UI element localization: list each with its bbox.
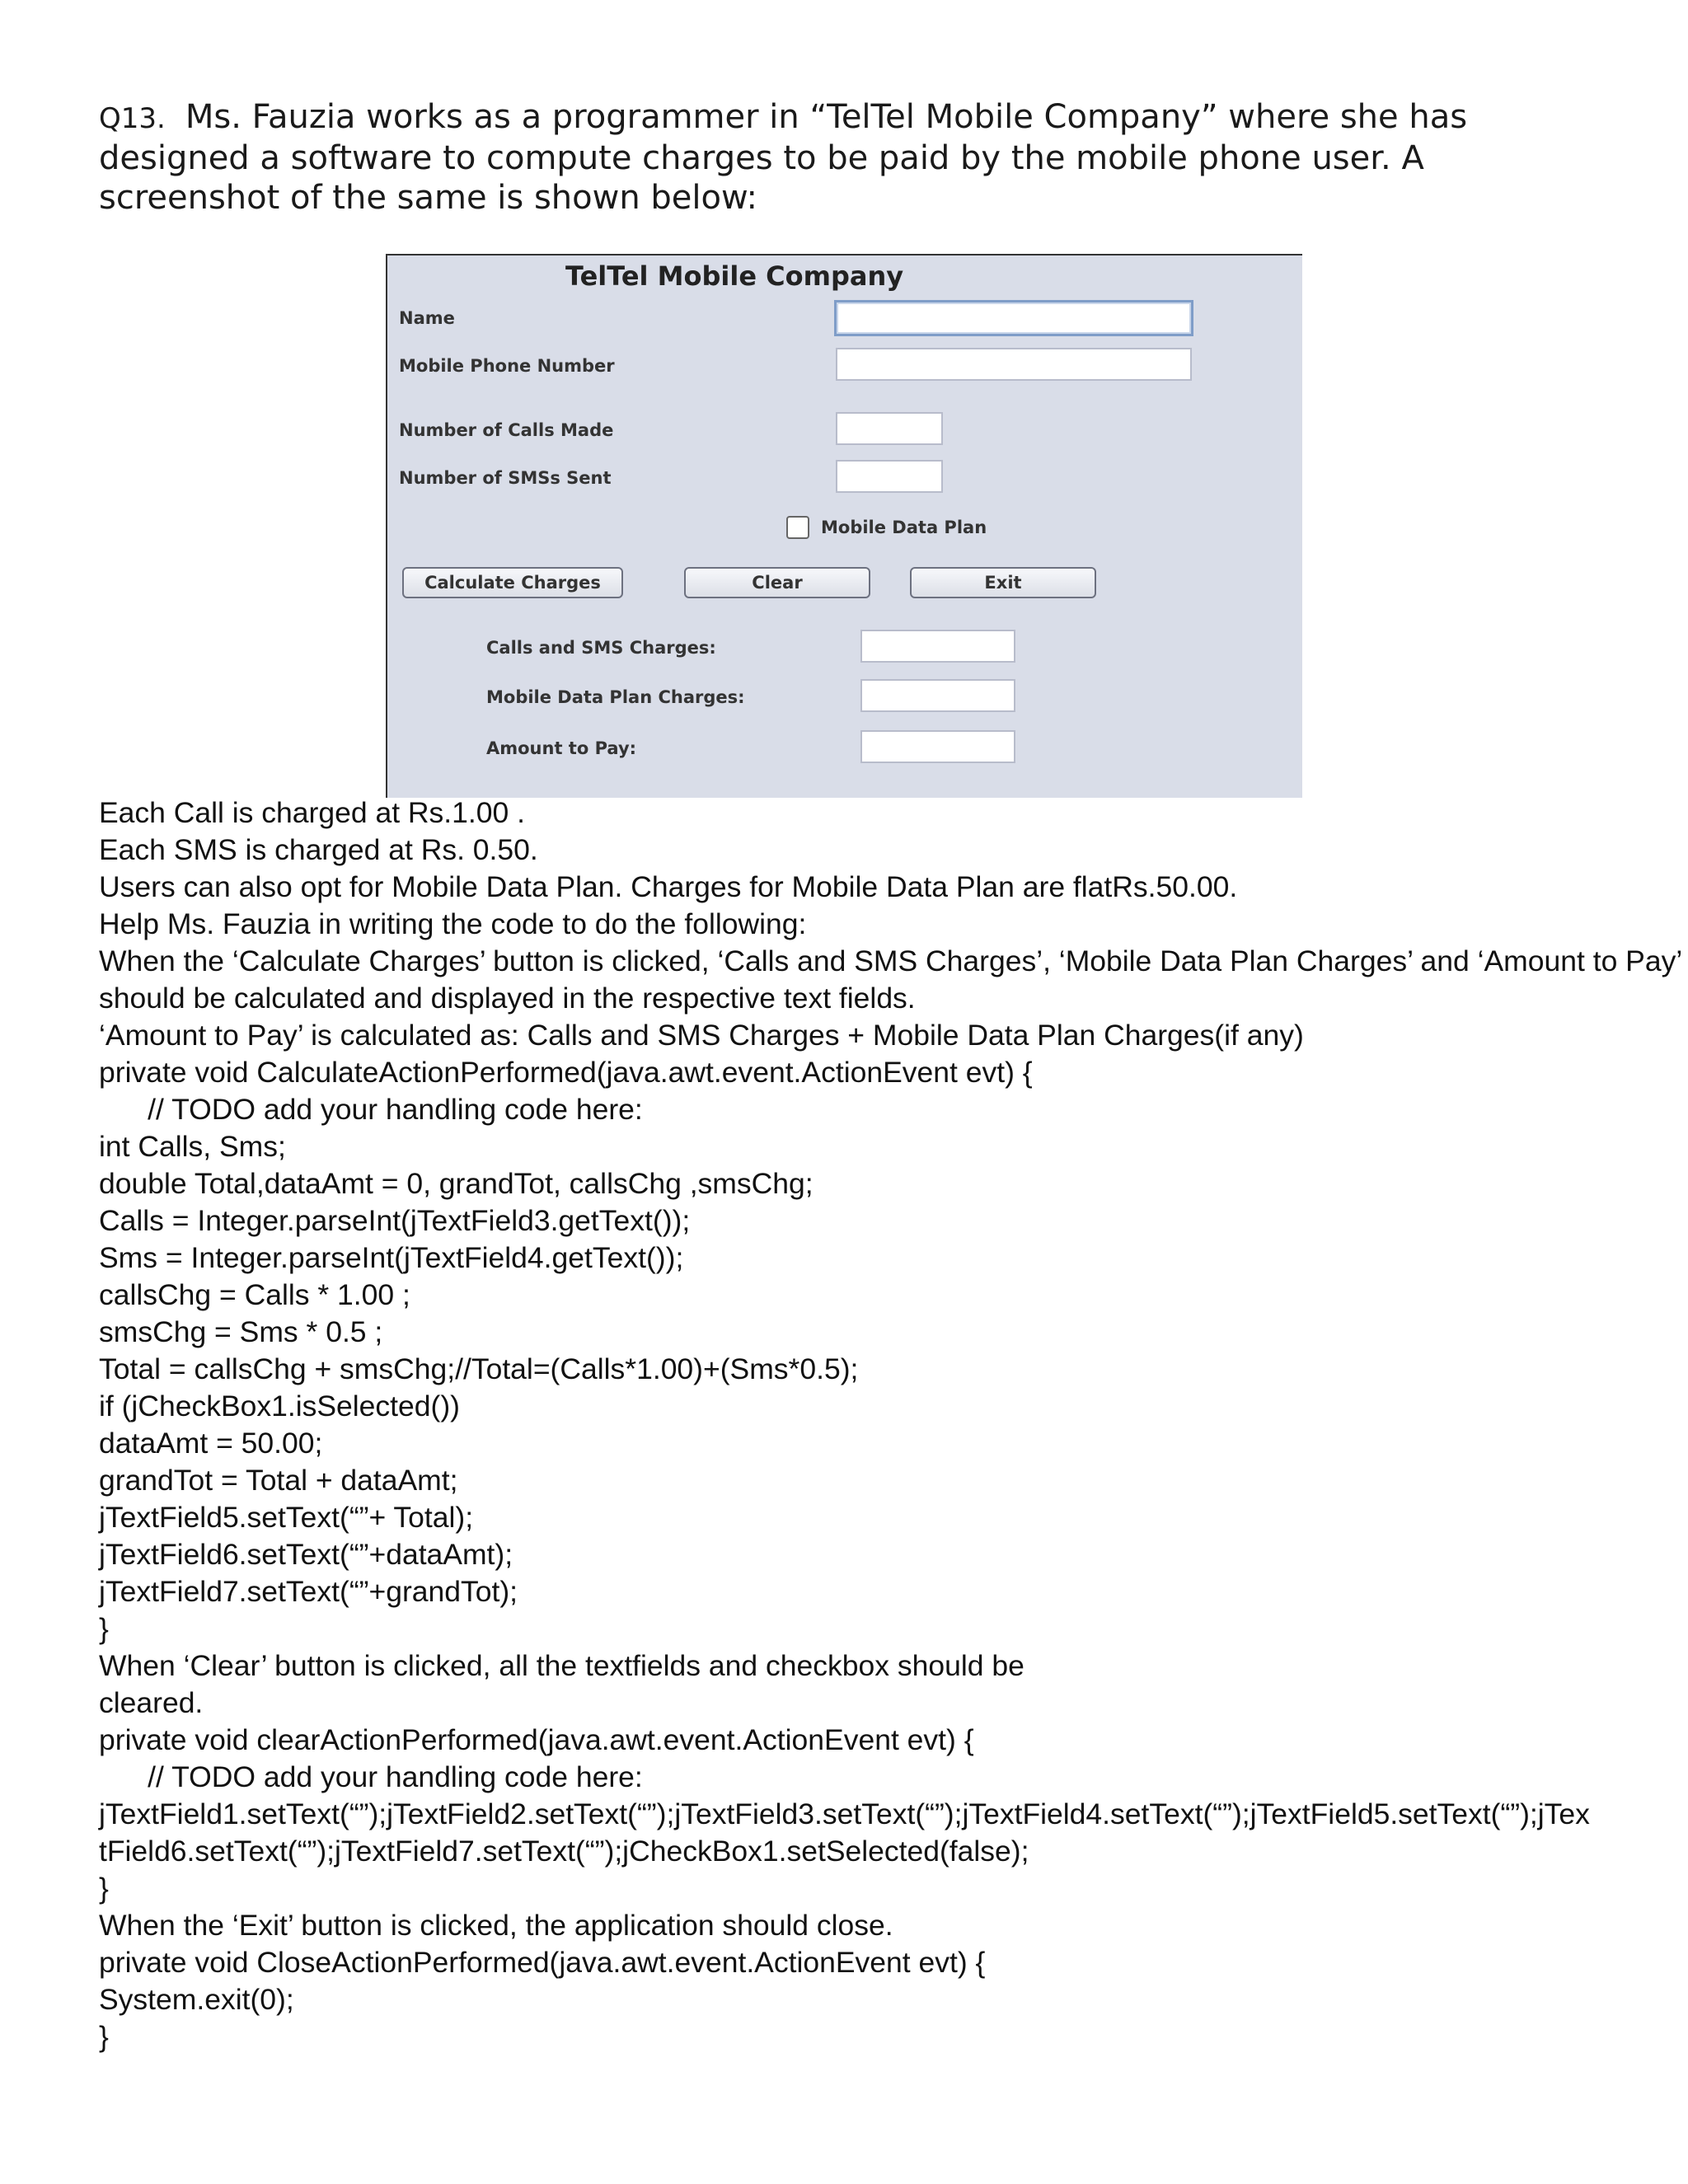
- text-line: Sms = Integer.parseInt(jTextField4.getText());: [99, 1241, 684, 1274]
- amount-label: Amount to Pay:: [486, 738, 637, 758]
- text-line: // TODO add your handling code here:: [99, 1760, 643, 1793]
- text-line: }: [99, 1612, 109, 1645]
- text-line: When the ‘Exit’ button is clicked, the application should close.: [99, 1909, 893, 1942]
- text-line: if (jCheckBox1.isSelected()): [99, 1390, 460, 1422]
- text-line: }: [99, 1872, 109, 1905]
- text-line: }: [99, 2020, 109, 2053]
- text-line: jTextField5.setText(“”+ Total);: [99, 1501, 474, 1534]
- data-plan-checkbox[interactable]: [786, 516, 809, 539]
- sms-field[interactable]: [836, 460, 943, 493]
- text-line: Each SMS is charged at Rs. 0.50.: [99, 833, 538, 866]
- data-plan-charges-label: Mobile Data Plan Charges:: [486, 687, 745, 707]
- calls-sms-charges-field[interactable]: [860, 630, 1015, 663]
- text-line: private void CalculateActionPerformed(java.awt.event.ActionEvent evt) {: [99, 1056, 1033, 1089]
- calculate-button[interactable]: Calculate Charges: [402, 567, 623, 598]
- text-line: jTextField7.setText(“”+grandTot);: [99, 1575, 518, 1608]
- text-line: jTextField6.setText(“”+dataAmt);: [99, 1538, 513, 1571]
- text-line: Help Ms. Fauzia in writing the code to do the following:: [99, 907, 807, 940]
- body-text: [99, 794, 1683, 2055]
- text-line: tField6.setText(“”);jTextField7.setText(“”);jCheckBox1.setSelected(false);: [99, 1835, 1029, 1868]
- text-line: private void clearActionPerformed(java.awt.event.ActionEvent evt) {: [99, 1723, 974, 1756]
- text-line: dataAmt = 50.00;: [99, 1427, 323, 1460]
- sms-label: Number of SMSs Sent: [399, 468, 612, 488]
- text-line: callsChg = Calls * 1.00 ;: [99, 1278, 410, 1311]
- text-line: ‘Amount to Pay’ is calculated as: Calls and SMS Charges + Mobile Data Plan Charges(if any): [99, 1019, 1304, 1052]
- text-line: Total = callsChg + smsChg;//Total=(Calls*1.00)+(Sms*0.5);: [99, 1352, 859, 1385]
- text-line: Users can also opt for Mobile Data Plan. Charges for Mobile Data Plan are flatRs.50.00.: [99, 870, 1238, 903]
- app-screenshot: [386, 254, 1302, 798]
- name-label: Name: [399, 308, 455, 328]
- amount-field[interactable]: [860, 730, 1015, 763]
- text-line: When the ‘Calculate Charges’ button is clicked, ‘Calls and SMS Charges’, ‘Mobile Data Plan Charges’ and ‘Amount to Pay’: [99, 944, 1683, 977]
- data-plan-label: Mobile Data Plan: [821, 518, 987, 537]
- text-line: double Total,dataAmt = 0, grandTot, callsChg ,smsChg;: [99, 1167, 814, 1200]
- exit-button[interactable]: Exit: [910, 567, 1096, 598]
- text-line: private void CloseActionPerformed(java.awt.event.ActionEvent evt) {: [99, 1946, 986, 1979]
- name-field[interactable]: [834, 300, 1193, 336]
- text-line: grandTot = Total + dataAmt;: [99, 1464, 458, 1497]
- text-line: Each Call is charged at Rs.1.00 .: [99, 796, 525, 829]
- text-line: int Calls, Sms;: [99, 1130, 286, 1163]
- mobile-label: Mobile Phone Number: [399, 356, 615, 376]
- calls-sms-charges-label: Calls and SMS Charges:: [486, 638, 716, 658]
- question-text: [99, 97, 1599, 218]
- text-line: When ‘Clear’ button is clicked, all the textfields and checkbox should be: [99, 1649, 1025, 1682]
- text-line: smsChg = Sms * 0.5 ;: [99, 1315, 383, 1348]
- text-line: jTextField1.setText(“”);jTextField2.setText(“”);jTextField3.setText(“”);jTextField4.setText(“”);jTextField5.setText(“”);jTex: [99, 1797, 1590, 1830]
- calls-field[interactable]: [836, 412, 943, 445]
- data-plan-charges-field[interactable]: [860, 679, 1015, 712]
- text-line: cleared.: [99, 1686, 204, 1719]
- text-line: System.exit(0);: [99, 1983, 294, 2016]
- text-line: Calls = Integer.parseInt(jTextField3.getText());: [99, 1204, 691, 1237]
- text-line: // TODO add your handling code here:: [99, 1093, 643, 1126]
- clear-button[interactable]: Clear: [684, 567, 870, 598]
- question-number: Q13.: [99, 102, 166, 135]
- mobile-field[interactable]: [836, 348, 1192, 381]
- app-title: TelTel Mobile Company: [565, 260, 904, 292]
- calls-label: Number of Calls Made: [399, 420, 614, 440]
- question-body: Ms. Fauzia works as a programmer in “TelTel Mobile Company” where she has designed a software to compute charges to be paid by the mobile phone user. A screenshot of the same is shown below:: [99, 98, 1468, 217]
- text-line: should be calculated and displayed in the respective text fields.: [99, 982, 916, 1015]
